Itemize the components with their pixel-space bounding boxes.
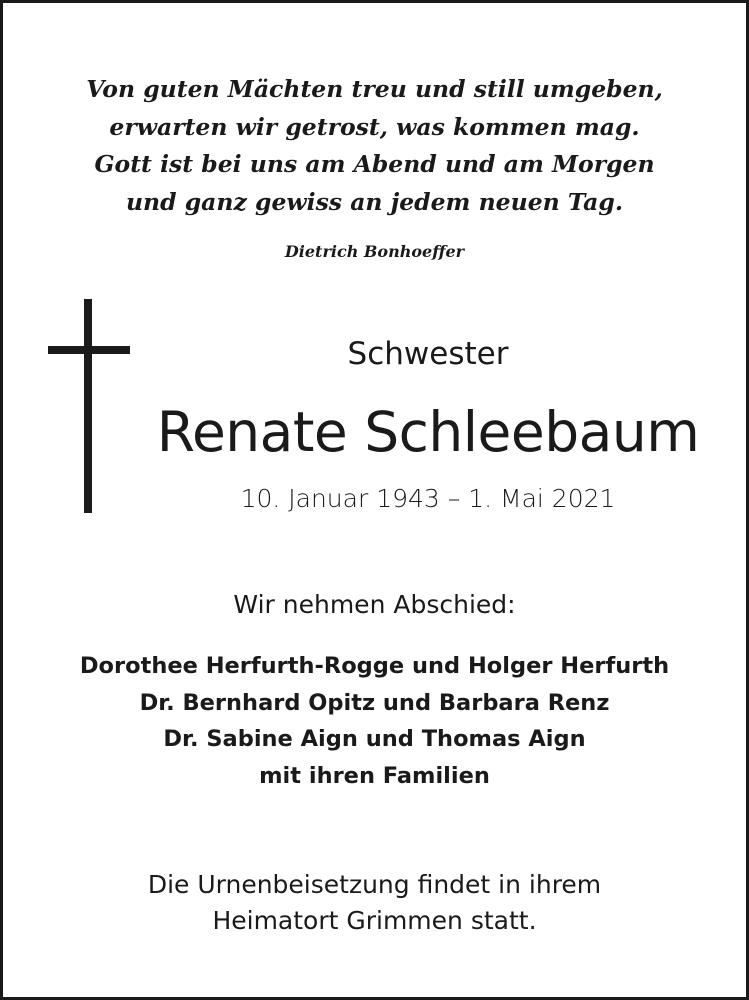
deceased-name: Renate Schleebaum (156, 400, 700, 464)
poem-line-2: erwarten wir getrost, was kommen mag. (109, 112, 640, 141)
poem-line-1: Von guten Mächten treu und still umgeben, (86, 75, 663, 103)
burial-notice (3, 867, 746, 939)
cross-vertical-bar (84, 299, 92, 513)
poem-line-3: Gott ist bei uns am Abend und am Morgen (94, 150, 655, 178)
poem (3, 71, 746, 221)
mourners-list (3, 648, 746, 794)
mourner-line: Dr. Sabine Aign und Thomas Aign (163, 726, 586, 752)
cross-icon (48, 299, 130, 513)
poem-author: Dietrich Bonhoeffer (284, 242, 465, 261)
mourner-line: Dorothee Herfurth-Rogge und Holger Herfurth (79, 653, 670, 679)
poem-line-4: und ganz gewiss an jedem neuen Tag. (125, 187, 624, 216)
notice-line-1: Die Urnenbeisetzung findet in ihrem (147, 870, 602, 899)
cross-horizontal-bar (48, 346, 130, 354)
mourner-line: Dr. Bernhard Opitz und Barbara Renz (139, 689, 610, 716)
notice-line-2: Heimatort Grimmen statt. (212, 906, 537, 935)
farewell-heading: Wir nehmen Abschied: (233, 590, 516, 619)
salutation: Schwester (347, 336, 509, 372)
life-dates: 10. Januar 1943 – 1. Mai 2021 (240, 484, 616, 513)
mourner-line: mit ihren Familien (259, 762, 490, 789)
